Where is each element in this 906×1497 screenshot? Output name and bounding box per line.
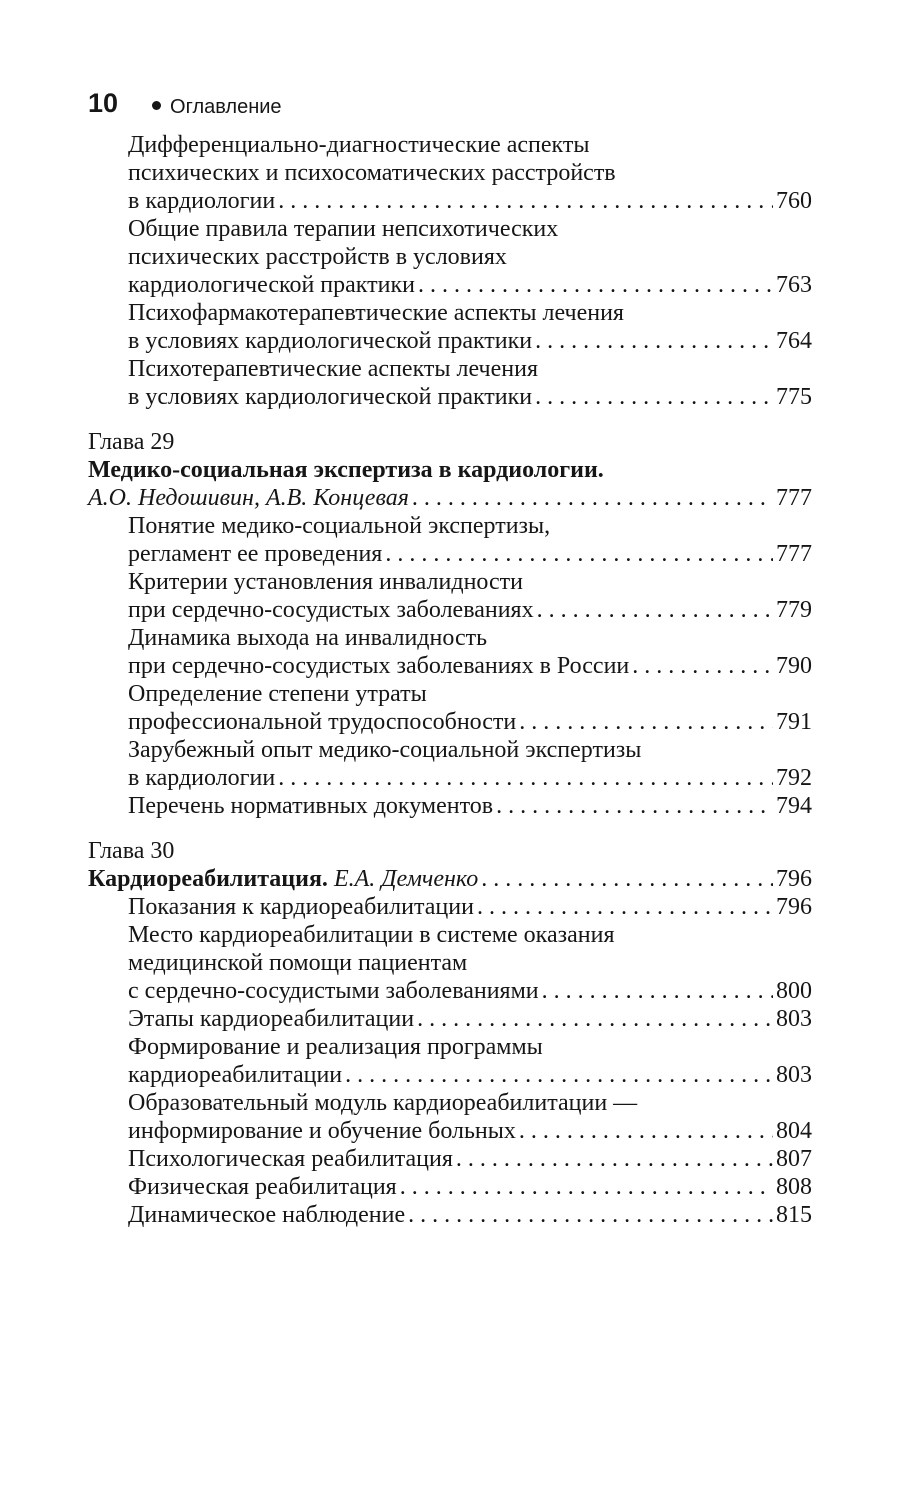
- dot-leader: [456, 1145, 773, 1173]
- dot-leader: [519, 708, 773, 736]
- toc-entry-title: Перечень нормативных документов: [128, 793, 494, 819]
- toc-page-number: 777: [776, 541, 812, 567]
- running-title-text: Оглавление: [170, 96, 282, 118]
- toc-line: Место кардиореабилитации в системе оказания: [128, 922, 615, 948]
- toc-line: [88, 187, 812, 215]
- toc-line: [88, 596, 812, 624]
- toc-line: психических расстройств в условиях: [128, 244, 507, 270]
- dot-leader: [412, 484, 773, 512]
- toc-entry-title: в условиях кардиологической практики: [128, 328, 533, 354]
- toc-entry-title: в условиях кардиологической практики: [128, 384, 533, 410]
- toc-line: медицинской помощи пациентам: [128, 950, 468, 976]
- chapter-30-authors: Е.А. Демченко: [333, 866, 479, 892]
- dot-leader: [519, 1117, 773, 1145]
- toc-entry: [88, 215, 812, 299]
- toc-line: [88, 977, 812, 1005]
- toc-line: [88, 383, 812, 411]
- toc-entry: [88, 1145, 812, 1173]
- dot-leader: [632, 652, 773, 680]
- toc-page-number: 807: [776, 1146, 812, 1172]
- chapter-29-authors: А.О. Недошивин, А.В. Концевая: [88, 485, 409, 511]
- toc-line: Общие правила терапии непсихотических: [128, 216, 559, 242]
- toc-entry-title: Психологическая реабилитация: [128, 1146, 453, 1172]
- toc-entry-title: Динамическое наблюдение: [128, 1202, 406, 1228]
- toc-entry-title: регламент ее проведения: [128, 541, 383, 567]
- chapter-30-title-line: [88, 865, 812, 893]
- dot-leader: [408, 1201, 773, 1229]
- toc-entry: [88, 792, 812, 820]
- toc-entry: [88, 355, 812, 411]
- toc-line: Дифференциально-диагностические аспекты: [128, 132, 590, 158]
- toc-entry-title: кардиореабилитации: [128, 1062, 343, 1088]
- dot-leader: [496, 792, 773, 820]
- toc-entry: [88, 512, 812, 568]
- toc-entry-title: кардиологической практики: [128, 272, 415, 298]
- bullet-icon: [152, 101, 161, 110]
- toc-line: [88, 540, 812, 568]
- toc-entry: [88, 131, 812, 215]
- dot-leader: [481, 865, 773, 893]
- toc-entry: [88, 1005, 812, 1033]
- toc-entry-title: Этапы кардиореабилитации: [128, 1006, 415, 1032]
- toc-page-number: 815: [776, 1202, 812, 1228]
- toc-page-number: 764: [776, 328, 812, 354]
- toc-line: [88, 1005, 812, 1033]
- toc-entry-title: при сердечно-сосудистых заболеваниях: [128, 597, 534, 623]
- toc-page-number: 790: [776, 653, 812, 679]
- toc-entry: [88, 1033, 812, 1089]
- toc-page-number: 792: [776, 765, 812, 791]
- toc-line: Психотерапевтические аспекты лечения: [128, 356, 539, 382]
- toc-line: [88, 708, 812, 736]
- chapter-29-label: Глава 29: [88, 429, 175, 455]
- running-title: [152, 96, 282, 119]
- toc-entry: [88, 568, 812, 624]
- dot-leader: [278, 764, 773, 792]
- dot-leader: [385, 540, 773, 568]
- dot-leader: [477, 893, 773, 921]
- toc-line: Формирование и реализация программы: [128, 1034, 543, 1060]
- toc-page-number: 791: [776, 709, 812, 735]
- toc-entry-title: в кардиологии: [128, 765, 276, 791]
- table-of-contents: [88, 131, 812, 1229]
- toc-line: Определение степени утраты: [128, 681, 427, 707]
- toc-line: психических и психосоматических расстройств: [128, 160, 616, 186]
- toc-line: Зарубежный опыт медико-социальной экспертизы: [128, 737, 642, 763]
- toc-entry: [88, 299, 812, 355]
- chapter-29-authors-line: [88, 484, 812, 512]
- toc-page-number: 796: [776, 894, 812, 920]
- dot-leader: [537, 596, 773, 624]
- toc-line: [88, 652, 812, 680]
- toc-line: [88, 271, 812, 299]
- page-number: 10: [88, 88, 119, 118]
- toc-page-number: 803: [776, 1062, 812, 1088]
- toc-line: Динамика выхода на инвалидность: [128, 625, 488, 651]
- toc-page-number: 794: [776, 793, 812, 819]
- toc-entry-title: Физическая реабилитация: [128, 1174, 397, 1200]
- toc-page-number: 763: [776, 272, 812, 298]
- toc-page-number: 779: [776, 597, 812, 623]
- toc-entry: [88, 1201, 812, 1229]
- toc-line: Образовательный модуль кардиореабилитации —: [128, 1090, 638, 1116]
- toc-entry: [88, 680, 812, 736]
- toc-line: Критерии установления инвалидности: [128, 569, 524, 595]
- running-header: [88, 88, 282, 128]
- toc-entry: [88, 624, 812, 680]
- dot-leader: [400, 1173, 773, 1201]
- toc-entry-title: с сердечно-сосудистыми заболеваниями: [128, 978, 539, 1004]
- toc-entry: [88, 1089, 812, 1145]
- dot-leader: [535, 383, 773, 411]
- toc-line: [88, 1173, 812, 1201]
- chapter-29-title: Медико-социальная экспертиза в кардиологии.: [88, 457, 604, 483]
- toc-line: Психофармакотерапевтические аспекты лечения: [128, 300, 624, 326]
- toc-entry: [88, 893, 812, 921]
- dot-leader: [542, 977, 773, 1005]
- toc-entry-title: при сердечно-сосудистых заболеваниях в России: [128, 653, 630, 679]
- toc-line: [88, 1117, 812, 1145]
- toc-entry-title: информирование и обучение больных: [128, 1118, 516, 1144]
- toc-line: [88, 1145, 812, 1173]
- chapter-30-label: Глава 30: [88, 838, 175, 864]
- toc-page-number: 796: [776, 866, 812, 892]
- dot-leader: [278, 187, 773, 215]
- toc-entry-title: профессиональной трудоспособности: [128, 709, 517, 735]
- dot-leader: [535, 327, 773, 355]
- toc-entry: [88, 1173, 812, 1201]
- chapter-30-title: Кардиореабилитация.: [88, 866, 328, 892]
- toc-line: [88, 764, 812, 792]
- toc-line: [88, 1201, 812, 1229]
- dot-leader: [418, 271, 773, 299]
- toc-entry: [88, 736, 812, 792]
- toc-page-number: 803: [776, 1006, 812, 1032]
- toc-page-number: 777: [776, 485, 812, 511]
- toc-line: Понятие медико-социальной экспертизы,: [128, 513, 551, 539]
- toc-page-number: 804: [776, 1118, 812, 1144]
- toc-page-number: 775: [776, 384, 812, 410]
- dot-leader: [417, 1005, 773, 1033]
- toc-line: [88, 327, 812, 355]
- toc-page-number: 800: [776, 978, 812, 1004]
- toc-line: [88, 1061, 812, 1089]
- toc-line: [88, 893, 812, 921]
- toc-page-number: 808: [776, 1174, 812, 1200]
- toc-entry-title: Показания к кардиореабилитации: [128, 894, 474, 920]
- dot-leader: [345, 1061, 773, 1089]
- toc-line: [88, 792, 812, 820]
- toc-entry: [88, 921, 812, 1005]
- toc-entry-title: в кардиологии: [128, 188, 276, 214]
- toc-page-number: 760: [776, 188, 812, 214]
